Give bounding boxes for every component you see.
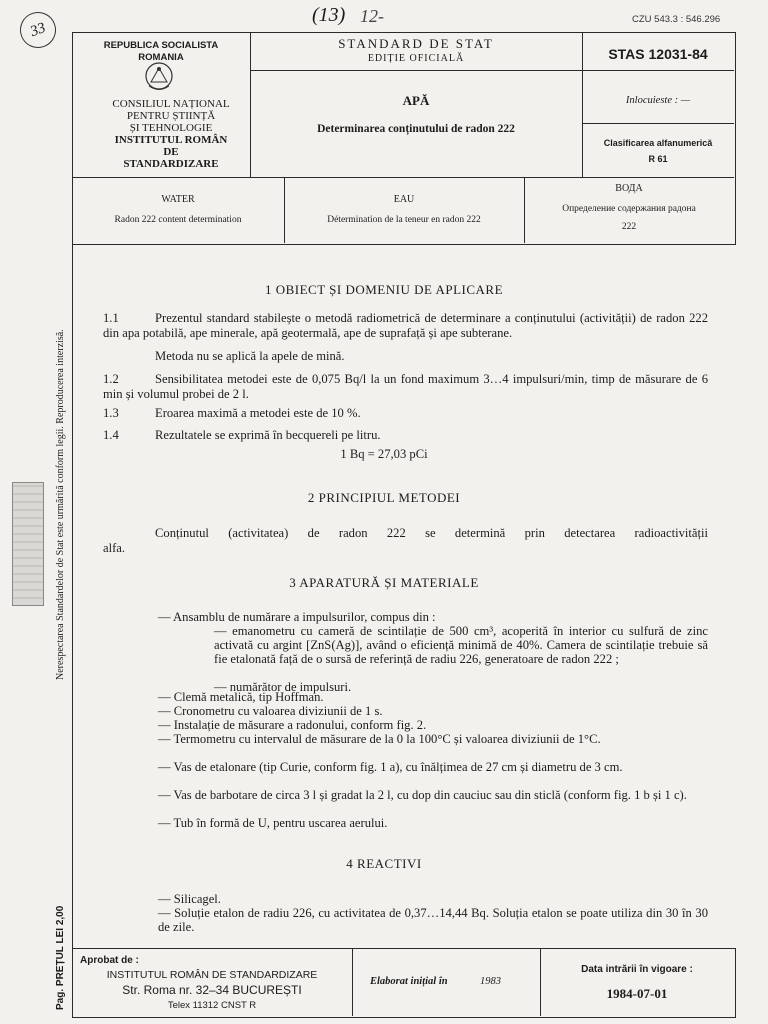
- s3-item-1: — emanometru cu cameră de scintilație de 500 cm³, acoperită în interior cu sulfură de zinc activată cu argint [ZnS(Ag)], având o eficiență minimă de 40%. Camera de scintilație trebuie să fie etalonată față de o sursă de referință de radiu 226, generatoare de radon 222 ;: [214, 624, 708, 666]
- translation-en-sub: Radon 222 content determination: [114, 215, 242, 225]
- s3-item-7: — Vas de etalonare (tip Curie, conform fig. 1 a), cu înălțimea de 27 cm și diametru de 3 cm.: [158, 760, 623, 774]
- s2-text-line1: Conținutul (activitatea) de radon 222 se determină prin detectarea radioactivității: [155, 526, 708, 540]
- translation-ru-sub2: 222: [621, 222, 637, 232]
- section4-title: 4 REACTIVI: [346, 856, 422, 871]
- s1-3-number: 1.3: [103, 406, 119, 420]
- czu-code: CZU 543.3 : 546.296: [632, 14, 721, 25]
- s1-1-note: Metoda nu se aplică la apele de mină.: [155, 349, 345, 363]
- s3-item-3: — Clemă metalică, tip Hoffman.: [158, 690, 324, 704]
- council-block: [72, 98, 270, 170]
- country-line2: ROMANIA: [138, 52, 184, 63]
- translation-en-title: WATER: [161, 194, 195, 205]
- s3-item-8: — Vas de barbotare de circa 3 l și gradat la 2 l, cu dop din cauciuc sau din sticlă (conform fig. 1 b și 1 c).: [158, 788, 687, 802]
- s1-3-text: Eroarea maximă a metodei este de 10 %.: [155, 406, 361, 420]
- s3-item-6: — Termometru cu intervalul de măsurare de la 0 la 100°C și valoarea diviziunii de 1°C.: [158, 732, 601, 746]
- s1-2-number: 1.2: [103, 372, 119, 386]
- elaborated-year: 1983: [480, 976, 501, 987]
- state-emblem-icon: [143, 60, 175, 94]
- title-main: APĂ: [402, 93, 430, 108]
- translation-fr-title: EAU: [393, 194, 415, 205]
- standard-type: STANDARD DE STAT: [338, 36, 494, 51]
- s1-4-text: Rezultatele se exprimă în becquereli pe litru.: [155, 428, 381, 442]
- s2-text-line2: alfa.: [103, 541, 126, 555]
- s1-1-number: 1.1: [103, 311, 119, 325]
- classification-value: R 61: [648, 154, 668, 164]
- handwritten-number: [312, 4, 345, 27]
- institute-line1: INSTITUTUL ROMÂN: [114, 134, 228, 146]
- classification-label: Clasificarea alfanumerică: [603, 138, 713, 148]
- address: Str. Roma nr. 32–34 BUCUREȘTI: [122, 983, 302, 997]
- s3-item-9: — Tub în formă de U, pentru uscarea aerului.: [158, 816, 388, 830]
- s3-item-4: — Cronometru cu valoarea diviziunii de 1 s.: [158, 704, 383, 718]
- country-line1: REPUBLICA SOCIALISTA: [103, 40, 219, 51]
- approved-org: INSTITUTUL ROMÂN DE STANDARDIZARE: [106, 969, 318, 981]
- title-sub: Determinarea conținutului de radon 222: [317, 123, 515, 135]
- effective-label: Data intrării în vigoare :: [581, 964, 693, 975]
- s1-formula: 1 Bq = 27,03 pCi: [340, 447, 428, 461]
- translation-ru-title: ВОДА: [615, 183, 643, 194]
- translation-fr-sub: Détermination de la teneur en radon 222: [327, 215, 481, 225]
- s1-4-number: 1.4: [103, 428, 119, 442]
- handwritten-mark-text: 12-: [360, 6, 384, 26]
- edition: EDIȚIE OFICIALĂ: [367, 53, 465, 64]
- circled-number-text: 33: [28, 19, 48, 41]
- s1-1-text-content: Prezentul standard stabilește o metodă radiometrică de determinare a conținutului (activității) de radon 222 din apa potabilă, ape minerale, apă geotermală, ape de suprafață și ape subterane.: [103, 311, 708, 340]
- standard-code: STAS 12031-84: [608, 46, 708, 62]
- effective-date: 1984-07-01: [606, 986, 668, 1001]
- council-line1: CONSILIUL NAȚIONAL: [112, 98, 230, 110]
- section1-title: 1 OBIECT ȘI DOMENIU DE APLICARE: [264, 282, 504, 297]
- s1-1-text: [103, 311, 708, 340]
- replaces: Inlocuieste : —: [625, 95, 691, 106]
- handwritten-mark: [360, 6, 384, 27]
- translation-ru-sub1: Определение содержания радона: [562, 204, 696, 214]
- section2-title: 2 PRINCIPIUL METODEI: [307, 490, 461, 505]
- handwritten-number-text: (13): [312, 4, 346, 26]
- council-line2: PENTRU ȘTIINȚĂ: [126, 110, 216, 122]
- s4-item-1: — Soluție etalon de radiu 226, cu activitatea de 0,37…14,44 Bq. Soluția etalon se poate utiliza din 30 în 30 de zile.: [158, 906, 708, 934]
- section3-title: 3 APARATURĂ ȘI MATERIALE: [289, 575, 479, 590]
- s3-item-0: — Ansamblu de numărare a impulsurilor, compus din :: [158, 610, 436, 624]
- s3-item-2: — numărător de impulsuri.: [214, 680, 352, 694]
- circled-page-number: [15, 7, 61, 53]
- price-label: Pag. PREȚUL LEI 2,00: [55, 905, 66, 1010]
- institute-line2: DE: [163, 146, 179, 158]
- telex: Telex 11312 CNST R: [167, 1000, 257, 1011]
- approved-label: Aprobat de :: [80, 955, 139, 966]
- council-line3: ȘI TEHNOLOGIE: [129, 122, 213, 134]
- s1-2-text-content: Sensibilitatea metodei este de 0,075 Bq/l la un fond maximum 3…4 impulsuri/min, timp de măsurare de 6 min și volumul probei de 2 l.: [103, 372, 708, 401]
- elaborated-label: Elaborat inițial în: [370, 976, 448, 987]
- institute-line3: STANDARDIZARE: [123, 158, 219, 170]
- legal-notice: Nerespectarea Standardelor de Stat este urmărită conform legii. Reproducerea interzisă.: [55, 329, 66, 680]
- s1-2-text: [103, 372, 708, 401]
- s4-item-0: — Silicagel.: [158, 892, 221, 906]
- s3-item-5: — Instalație de măsurare a radonului, conform fig. 2.: [158, 718, 427, 732]
